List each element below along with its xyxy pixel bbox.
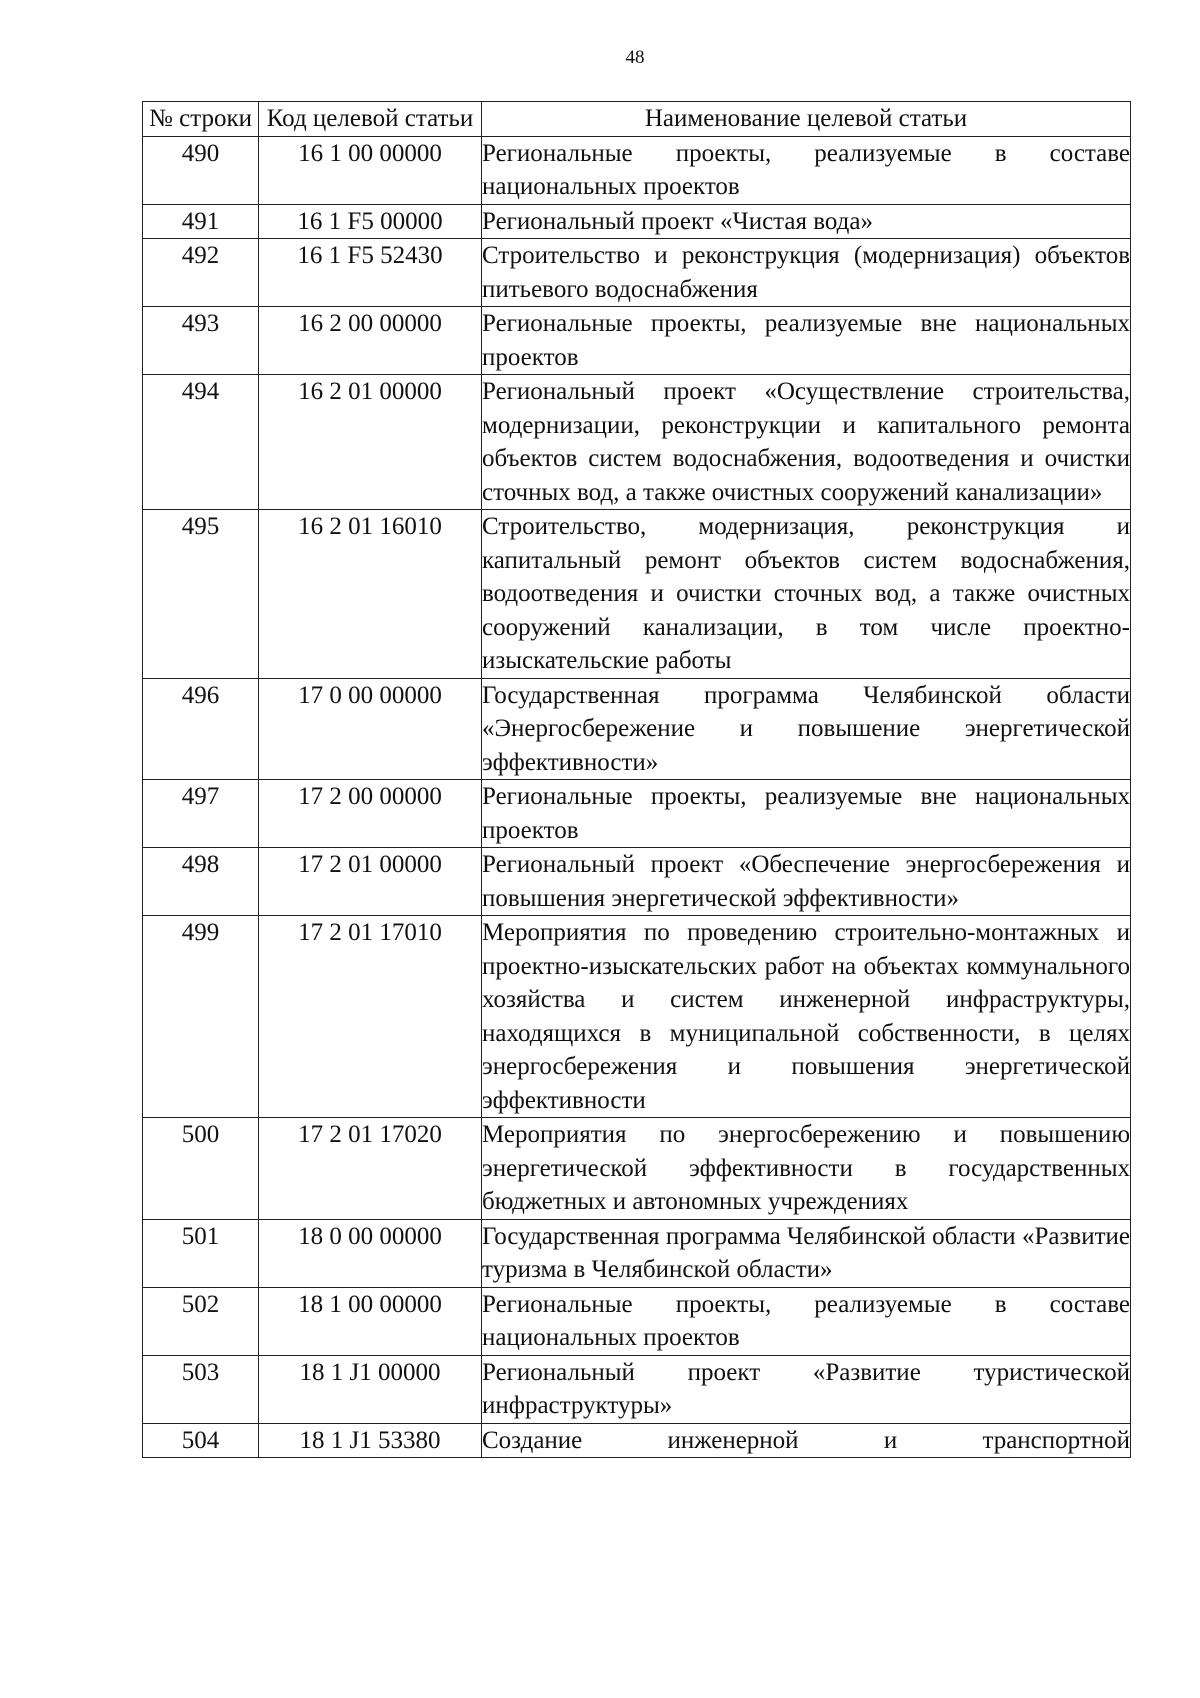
target-name-cell: Региональные проекты, реализуемые вне национальных проектов	[482, 307, 1131, 375]
row-number-cell: 499	[143, 916, 259, 1118]
header-target-code: Код целевой статьи	[259, 102, 482, 137]
header-target-name: Наименование целевой статьи	[482, 102, 1131, 137]
target-name-cell: Мероприятия по энергосбережению и повышению энергетической эффективности в государственных бюджетных и автономных учреждениях	[482, 1118, 1131, 1220]
target-code-cell: 16 1 F5 52430	[259, 239, 482, 307]
row-number-cell: 498	[143, 848, 259, 916]
target-name-cell: Государственная программа Челябинской области «Развитие туризма в Челябинской области»	[482, 1219, 1131, 1287]
target-name-cell: Региональный проект «Развитие туристической инфраструктуры»	[482, 1355, 1131, 1423]
target-name-cell: Региональный проект «Обеспечение энергосбережения и повышения энергетической эффективности»	[482, 848, 1131, 916]
target-name-cell: Строительство, модернизация, реконструкция и капитальный ремонт объектов систем водоснабжения, водоотведения и очистки сточных вод, а также очистных сооружений канализации, в том числе проектно-изыскательские работы	[482, 510, 1131, 679]
row-number-cell: 497	[143, 780, 259, 848]
row-number-cell: 491	[143, 204, 259, 239]
target-code-cell: 18 0 00 00000	[259, 1219, 482, 1287]
target-name-cell: Региональный проект «Осуществление строительства, модернизации, реконструкции и капитального ремонта объектов систем водоснабжения, водоотведения и очистки сточных вод, а также очистных сооружений канализации»	[482, 375, 1131, 510]
target-name-cell: Региональные проекты, реализуемые в составе национальных проектов	[482, 136, 1131, 204]
target-code-cell: 18 1 J1 53380	[259, 1423, 482, 1458]
table-row	[143, 1355, 1131, 1423]
target-code-cell: 17 2 01 17010	[259, 916, 482, 1118]
target-name-cell: Строительство и реконструкция (модернизация) объектов питьевого водоснабжения	[482, 239, 1131, 307]
table-row	[143, 239, 1131, 307]
row-number-cell: 503	[143, 1355, 259, 1423]
row-number-cell: 494	[143, 375, 259, 510]
target-code-cell: 16 2 00 00000	[259, 307, 482, 375]
row-number-cell: 500	[143, 1118, 259, 1220]
target-code-cell: 17 2 00 00000	[259, 780, 482, 848]
target-code-cell: 18 1 00 00000	[259, 1287, 482, 1355]
table-row	[143, 780, 1131, 848]
target-name-cell: Мероприятия по проведению строительно-монтажных и проектно-изыскательских работ на объектах коммунального хозяйства и систем инженерной инфраструктуры, находящихся в муниципальной собственности, в целях энергосбережения и повышения энергетической эффективности	[482, 916, 1131, 1118]
table-row	[143, 848, 1131, 916]
table-body	[143, 136, 1131, 1458]
row-number-cell: 504	[143, 1423, 259, 1458]
table-row	[143, 1287, 1131, 1355]
row-number-cell: 495	[143, 510, 259, 679]
target-code-cell: 17 0 00 00000	[259, 678, 482, 780]
target-code-cell: 16 2 01 00000	[259, 375, 482, 510]
table-row	[143, 678, 1131, 780]
target-name-cell: Государственная программа Челябинской области «Энергосбережение и повышение энергетической эффективности»	[482, 678, 1131, 780]
table-row	[143, 1423, 1131, 1458]
page-number: 48	[625, 47, 645, 68]
row-number-cell: 490	[143, 136, 259, 204]
table-row	[143, 1118, 1131, 1220]
target-code-cell: 17 2 01 17020	[259, 1118, 482, 1220]
target-code-cell: 18 1 J1 00000	[259, 1355, 482, 1423]
target-items-table	[142, 101, 1131, 1458]
target-code-cell: 16 1 F5 00000	[259, 204, 482, 239]
target-name-cell: Региональный проект «Чистая вода»	[482, 204, 1131, 239]
target-code-cell: 16 1 00 00000	[259, 136, 482, 204]
table-row	[143, 375, 1131, 510]
table-row	[143, 1219, 1131, 1287]
row-number-cell: 501	[143, 1219, 259, 1287]
target-name-cell: Создание инженерной и транспортной	[482, 1423, 1131, 1458]
table-row	[143, 307, 1131, 375]
target-code-cell: 17 2 01 00000	[259, 848, 482, 916]
header-row-number: № строки	[143, 102, 259, 137]
table-header-row	[143, 102, 1131, 137]
row-number-cell: 492	[143, 239, 259, 307]
target-name-cell: Региональные проекты, реализуемые вне национальных проектов	[482, 780, 1131, 848]
target-name-cell: Региональные проекты, реализуемые в составе национальных проектов	[482, 1287, 1131, 1355]
table-row	[143, 916, 1131, 1118]
row-number-cell: 496	[143, 678, 259, 780]
table-row	[143, 510, 1131, 679]
row-number-cell: 502	[143, 1287, 259, 1355]
table-row	[143, 136, 1131, 204]
table-row	[143, 204, 1131, 239]
row-number-cell: 493	[143, 307, 259, 375]
target-code-cell: 16 2 01 16010	[259, 510, 482, 679]
